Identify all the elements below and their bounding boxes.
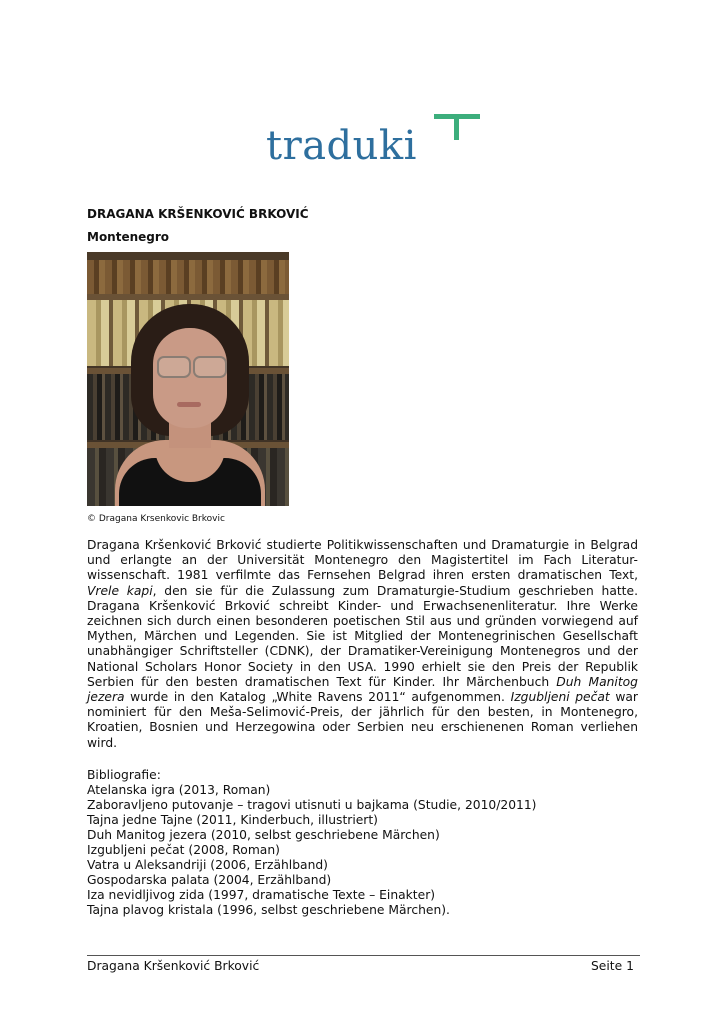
traduki-logo xyxy=(266,112,486,168)
photo-caption: © Dragana Krsenkovic Brkovic xyxy=(87,514,225,524)
bio-text: wurde in den Katalog „White Ravens 2011“ aufgenommen. xyxy=(124,690,511,705)
portrait-face xyxy=(153,328,227,428)
logo-wordmark: traduki xyxy=(266,123,417,169)
author-country: Montenegro xyxy=(87,230,170,244)
bibliography-item: Vatra u Aleksandriji (2006, Erzählband) xyxy=(87,858,328,872)
bibliography-item: Izgubljeni pečat (2008, Roman) xyxy=(87,843,280,857)
logo-t-mark-stem xyxy=(454,114,459,140)
bibliography-item: Zaboravljeno putovanje – tragovi utisnuti u bajkama (Studie, 2010/2011) xyxy=(87,798,537,812)
bio-work-title: Vrele kapi xyxy=(87,583,153,598)
bio-text: Dragana Kršenković Brković studierte Politikwissenschaften und Dramaturgie in Belgrad und erlangte an der Universität Montenegro den Magistertitel im Fach Literatur-wissenschaft. 1981 verfilmte das Fernsehen Belgrad ihren ersten dramatischen Text, xyxy=(87,538,638,583)
glasses-left-lens xyxy=(157,356,191,378)
bio-text: , den sie für die Zulassung zum Dramaturgie-Studium geschrieben hatte. Dragana Kršenković Brković schreibt Kinder- und Erwachsenenliteratur. Ihre Werke zeichnen sich durch einen besonderen poetischen Stil aus und gründen vorwiegend auf Mythen, Märchen und Legenden. Sie ist Mitglied der Montenegrinischen Gesellschaft unabhängiger Schriftsteller (CDNK), der Dramatiker-Vereinigung Montenegros und der National Scholars Honor Society in den USA. 1990 erhielt sie den Preis der Republik Serbien für den besten dramatischen Text für Kinder. Ihr Märchenbuch xyxy=(87,583,638,689)
bio-text: war nominiert für den Meša-Selimović-Preis, der jährlich für den besten, in Montenegro, Kroatien, Bosnien und Herzegowina oder Serbien neu erschienenen Roman verliehen wird. xyxy=(87,690,638,750)
bibliography-item: Atelanska igra (2013, Roman) xyxy=(87,783,271,797)
bibliography-item: Gospodarska palata (2004, Erzählband) xyxy=(87,873,332,887)
bibliography-heading: Bibliografie: xyxy=(87,768,161,782)
bio-work-title: Duh Manitog jezera xyxy=(87,674,638,705)
author-portrait xyxy=(87,252,289,506)
author-name: DRAGANA KRŠENKOVIĆ BRKOVIĆ xyxy=(87,207,309,221)
footer-author: Dragana Kršenković Brković xyxy=(87,959,260,973)
glasses-right-lens xyxy=(193,356,227,378)
bio-work-title: Izgubljeni pečat xyxy=(510,690,610,705)
portrait-mouth xyxy=(177,402,201,407)
bibliography xyxy=(87,768,647,918)
bibliography-item: Iza nevidljivog zida (1997, dramatische Texte – Einakter) xyxy=(87,888,436,902)
footer-page-number: Seite 1 xyxy=(591,959,634,973)
bookshelf-row xyxy=(87,260,289,294)
bibliography-item: Duh Manitog jezera (2010, selbst geschriebene Märchen) xyxy=(87,828,440,842)
biography-paragraph xyxy=(87,538,638,751)
bibliography-item: Tajna jedne Tajne (2011, Kinderbuch, illustriert) xyxy=(87,813,378,827)
footer-divider xyxy=(87,955,640,956)
bibliography-item: Tajna plavog kristala (1996, selbst geschriebene Märchen). xyxy=(87,903,450,917)
